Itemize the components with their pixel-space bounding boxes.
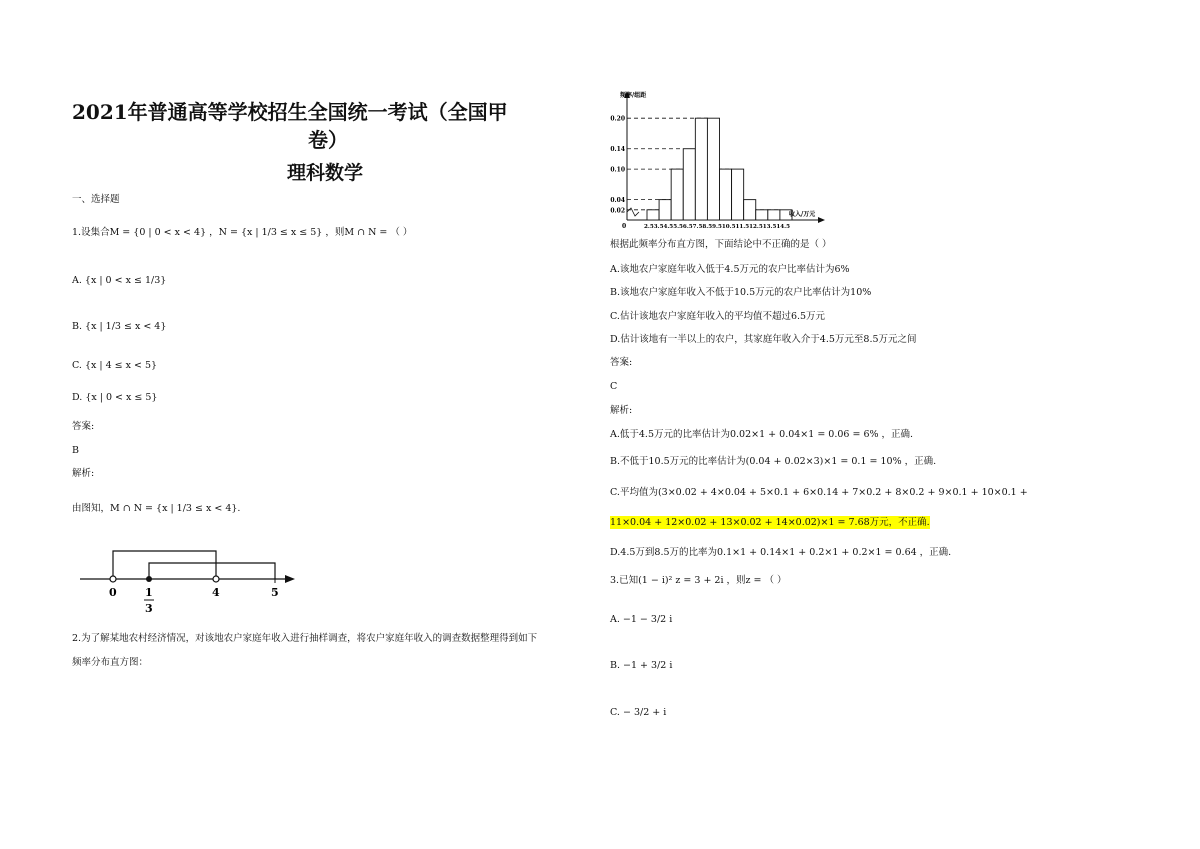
q3-option-b: B. −1 + 3/2 i (610, 660, 673, 671)
x-axis-label: 收入/万元 (789, 211, 816, 218)
histogram-bar-5 (707, 118, 719, 220)
q2-analysis-c2-highlight: 11×0.04 + 12×0.02 + 13×0.02 + 14×0.02)×1 = 7.68万元，不正确. (610, 517, 930, 528)
histogram-bar-10 (768, 210, 780, 220)
y-tick-label-3: 0.14 (610, 146, 625, 154)
page-title-line2: 卷） (308, 128, 348, 152)
histogram-bar-2 (671, 169, 683, 220)
histogram-bar-4 (695, 118, 707, 220)
histogram-chart (605, 88, 845, 233)
histogram-bar-7 (732, 169, 744, 220)
q2-option-d: D.估计该地有一半以上的农户，其家庭年收入介于4.5万元至8.5万元之间 (610, 334, 917, 345)
q1-answer: B (72, 445, 79, 456)
axis-break-mark (627, 208, 639, 216)
histogram-bar-3 (683, 149, 695, 220)
q2-question: 根据此频率分布直方图，下面结论中不正确的是（ ） (610, 239, 832, 250)
q2-answer: C (610, 381, 618, 392)
q1-option-d: D. {x | 0 < x ≤ 5} (72, 392, 158, 403)
x-axis-arrow (818, 217, 825, 223)
page-subtitle: 理科数学 (287, 162, 364, 184)
q1-option-a: A. {x | 0 < x ≤ 1/3} (72, 275, 167, 286)
y-tick-label-0: 0.02 (610, 207, 625, 215)
y-tick-label-4: 0.20 (610, 115, 625, 123)
q2-answer-label: 答案: (610, 357, 633, 368)
q2-analysis-b: B.不低于10.5万元的比率估计为(0.04 + 0.02×3)×1 = 0.1 = 10% ，正确. (610, 456, 937, 467)
tick-4: 4 (212, 586, 220, 599)
q2-option-a: A.该地农户家庭年收入低于4.5万元的农户比率估计为6% (610, 264, 850, 275)
tick-0: 0 (109, 586, 117, 599)
histogram-bar-0 (647, 210, 659, 220)
q1-analysis-label: 解析: (72, 468, 95, 479)
histogram-bar-6 (720, 169, 732, 220)
q3-stem: 3.已知(1 − i)² z = 3 + 2i ，则z = （ ） (610, 575, 787, 586)
y-tick-label-1: 0.04 (610, 197, 625, 205)
histogram-bar-1 (659, 200, 671, 220)
q2-option-c: C.估计该地农户家庭年收入的平均值不超过6.5万元 (610, 311, 826, 322)
q2-option-b: B.该地农户家庭年收入不低于10.5万元的农户比率估计为10% (610, 287, 872, 298)
q1-option-b: B. {x | 1/3 ≤ x < 4} (72, 321, 167, 332)
q2-analysis-a: A.低于4.5万元的比率估计为0.02×1 + 0.04×1 = 0.06 = 6% ，正确. (610, 429, 914, 440)
q1-stem: 1.设集合M = {0 | 0 < x < 4} ，N = {x | 1/3 ≤ x ≤ 5} ，则M ∩ N = （ ） (72, 227, 413, 238)
histogram-bar-9 (756, 210, 768, 220)
q1-option-c: C. {x | 4 ≤ x < 5} (72, 360, 158, 371)
tick-one-third-num: 1 (145, 586, 153, 599)
q2-analysis-c1: C.平均值为(3×0.02 + 4×0.04 + 5×0.1 + 6×0.14 + 7×0.2 + 8×0.2 + 9×0.1 + 10×0.1 + (610, 487, 1028, 498)
y-tick-label-2: 0.10 (610, 166, 625, 174)
section-heading: 一、选择题 (72, 194, 120, 205)
q3-option-a: A. −1 − 3/2 i (610, 614, 673, 625)
origin-label: 0 (622, 223, 627, 230)
q2-analysis-d: D.4.5万到8.5万的比率为0.1×1 + 0.14×1 + 0.2×1 + 0.2×1 = 0.64 ，正确. (610, 547, 952, 558)
q2-stem-line2: 频率分布直方图： (72, 657, 149, 668)
number-line-figure (75, 545, 300, 620)
x-tick-labels: 2.53.54.55.56.57.58.59.510.511.512.513.514.5 (644, 224, 790, 230)
q3-option-c: C. − 3/2 + i (610, 707, 667, 718)
q1-analysis: 由图知，M ∩ N = {x | 1/3 ≤ x < 4}. (72, 503, 241, 514)
y-axis-label: 频率/组距 (620, 92, 647, 99)
page-title-line1: 2021年普通高等学校招生全国统一考试（全国甲 (72, 100, 508, 124)
tick-5: 5 (271, 586, 279, 599)
histogram-bar-8 (744, 200, 756, 220)
q2-stem-line1: 2.为了解某地农村经济情况，对该地农户家庭年收入进行抽样调查，将农户家庭年收入的调查数据整理得到如下 (72, 633, 538, 644)
q2-analysis-label: 解析: (610, 405, 633, 416)
tick-one-third-den: 3 (145, 602, 153, 615)
q1-answer-label: 答案: (72, 421, 95, 432)
